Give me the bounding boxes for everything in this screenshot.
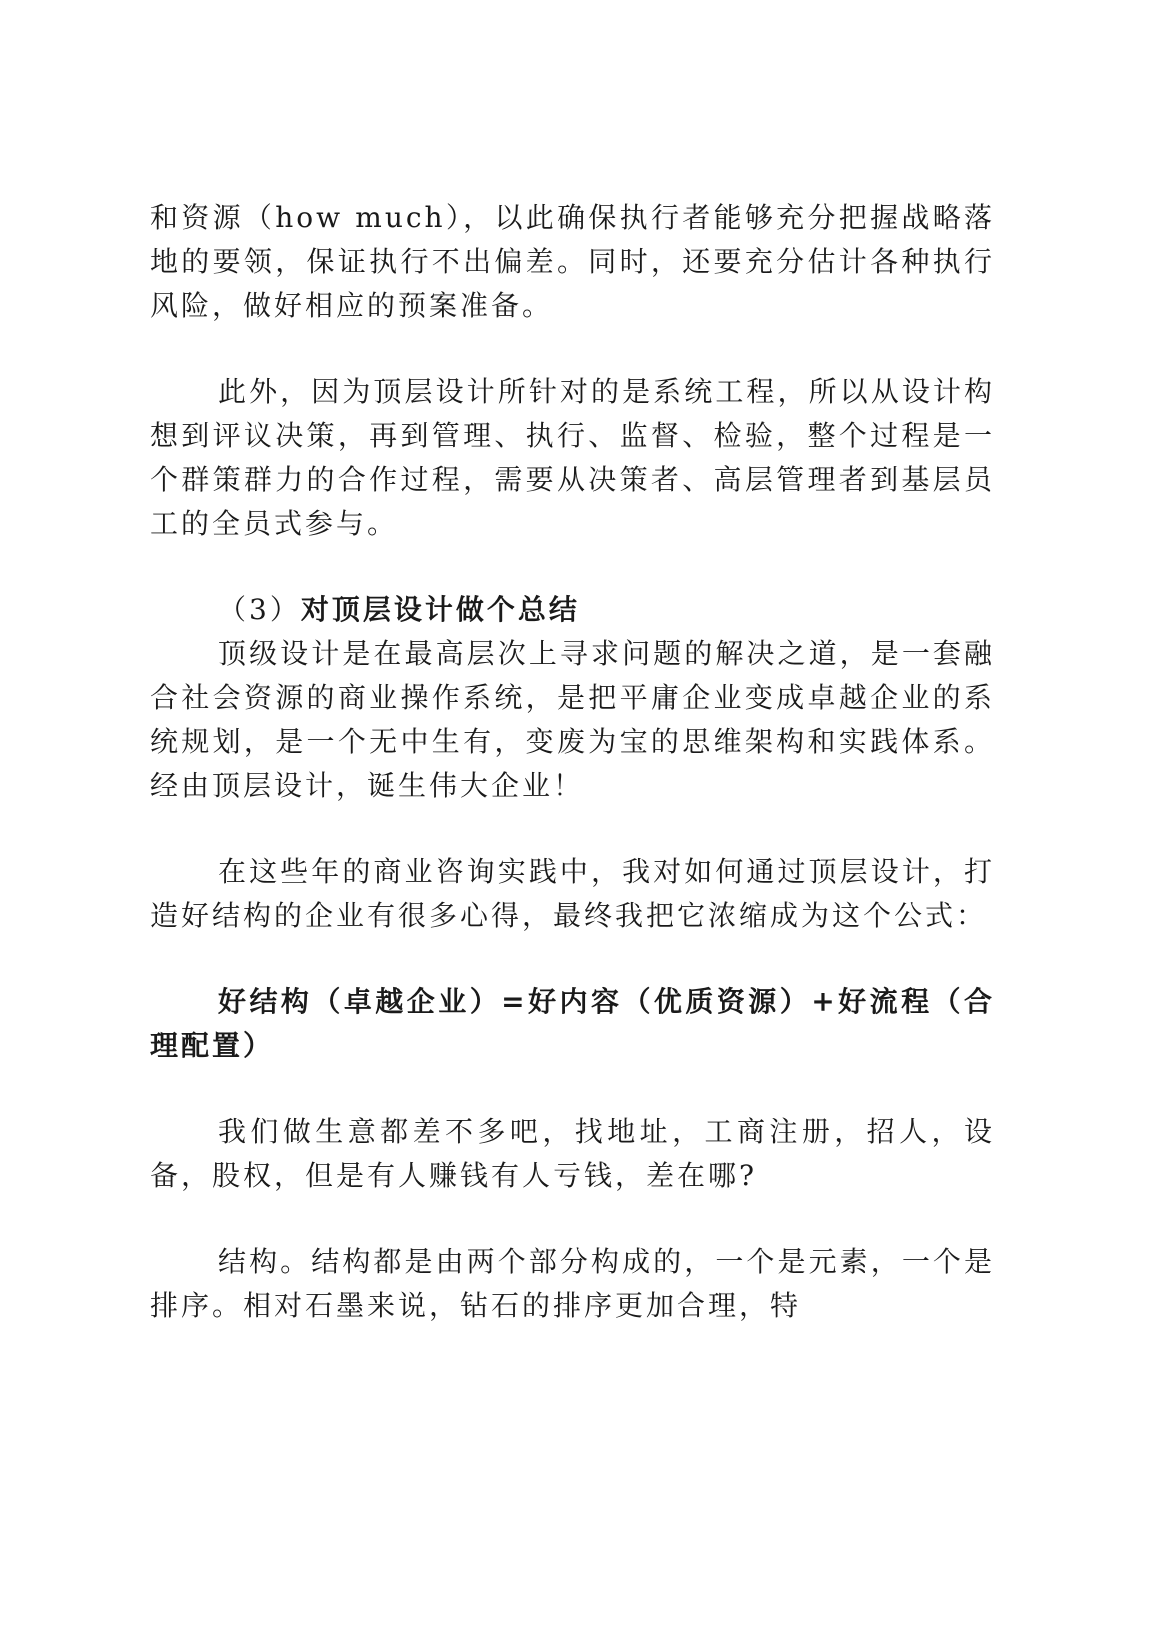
paragraph-business-question: 我们做生意都差不多吧，找地址，工商注册，招人，设备，股权，但是有人赚钱有人亏钱，差在哪? [150,1115,995,1192]
paragraph-top-design-summary: 顶级设计是在最高层次上寻求问题的解决之道，是一套融合社会资源的商业操作系统，是把平庸企业变成卓越企业的系统规划，是一个无中生有，变废为宝的思维架构和实践体系。经由顶层设计，诞生伟大企业！ [150,637,995,802]
paragraph-system-engineering: 此外，因为顶层设计所针对的是系统工程，所以从设计构想到评议决策，再到管理、执行、监督、检验，整个过程是一个群策群力的合作过程，需要从决策者、高层管理者到基层员工的全员式参与。 [150,375,995,540]
section-heading-text: 对顶层设计做个总结 [300,593,580,626]
paragraph-consulting-practice: 在这些年的商业咨询实践中，我对如何通过顶层设计，打造好结构的企业有很多心得，最终我把它浓缩成为这个公式： [150,855,995,932]
paragraph-structure-elements: 结构。结构都是由两个部分构成的，一个是元素，一个是排序。相对石墨来说，钻石的排序更加合理，特 [150,1245,995,1322]
paragraph-execution-resources: 和资源（how much），以此确保执行者能够充分把握战略落地的要领，保证执行不出偏差。同时，还要充分估计各种执行风险，做好相应的预案准备。 [150,201,995,322]
formula-good-structure: 好结构（卓越企业）=好内容（优质资源）+好流程（合理配置） [150,985,995,1062]
section-heading-number: （3） [218,593,301,626]
section-heading [150,588,995,632]
body-text [150,196,995,1328]
